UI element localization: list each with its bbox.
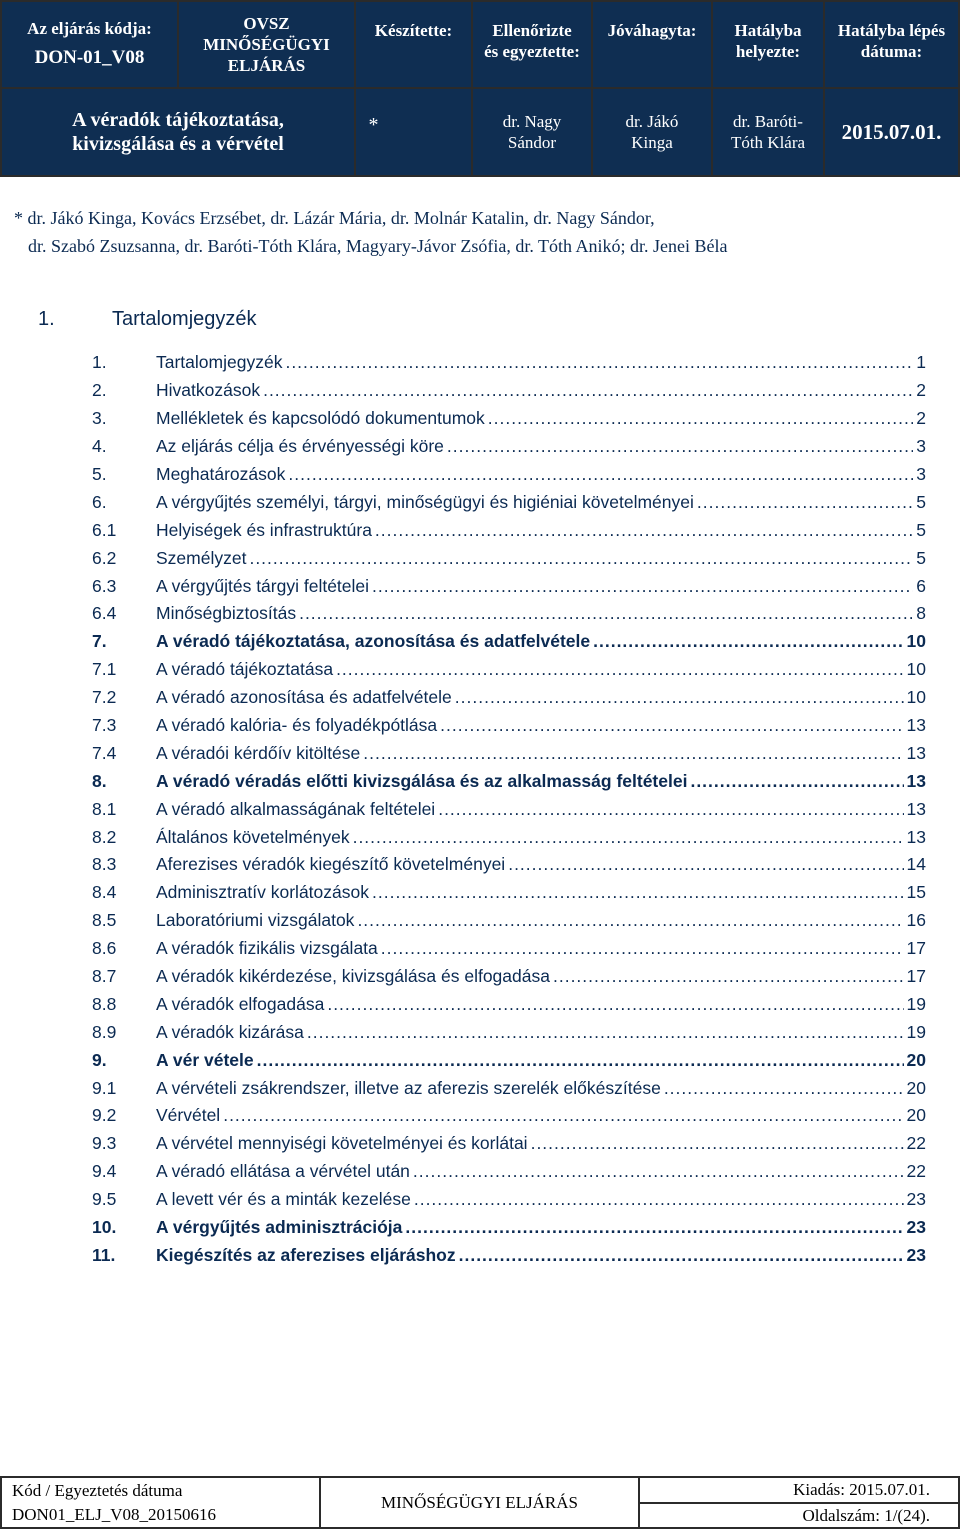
toc-entry-page: 3 <box>916 436 926 457</box>
toc-entry-label: Hivatkozások <box>156 380 261 401</box>
toc-dot-leader <box>438 799 903 820</box>
toc-entry[interactable] <box>92 1186 926 1214</box>
effective-by-cell <box>713 89 823 175</box>
toc-entry-number: 8.5 <box>92 910 117 931</box>
toc-entry-page: 19 <box>906 993 926 1014</box>
toc-dot-leader <box>593 631 903 652</box>
procedure-code: DON-01_V08 <box>34 47 145 68</box>
toc-heading-label: Tartalomjegyzék <box>112 308 257 330</box>
toc-entry-page: 10 <box>906 687 926 708</box>
prepared-by-value: * <box>368 114 379 136</box>
toc-entry[interactable] <box>92 1046 926 1074</box>
toc-entry-page: 20 <box>906 1105 926 1126</box>
toc-dot-leader <box>690 771 903 792</box>
toc-entry[interactable] <box>92 879 926 907</box>
toc-entry-number: 9.1 <box>92 1077 117 1098</box>
toc-entry[interactable] <box>92 963 926 991</box>
toc-entry-page: 10 <box>906 659 926 680</box>
effective-by-line2: Tóth Klára <box>730 133 806 152</box>
authors-line2: dr. Szabó Zsuzsanna, dr. Baróti-Tóth Klára, Magyary-Jávor Zsófia, dr. Tóth Anikó; dr. Jenei Béla <box>28 236 728 256</box>
toc-entry-number: 9.5 <box>92 1189 117 1210</box>
toc-entry[interactable] <box>92 907 926 935</box>
toc-entry-number: 8. <box>92 770 107 791</box>
toc-dot-leader <box>459 1245 904 1266</box>
toc-entry-number: 8.7 <box>92 966 117 987</box>
toc-entry-label: Meghatározások <box>156 464 286 484</box>
toc-entry[interactable] <box>92 935 926 963</box>
footer-issue-cell <box>640 1478 958 1502</box>
toc-entry-page: 23 <box>906 1217 926 1238</box>
toc-entry-page: 23 <box>906 1189 926 1210</box>
document-footer <box>0 1476 960 1529</box>
toc-entry-label: A véradó tájékoztatása <box>156 659 334 680</box>
toc-entry-number: 8.4 <box>92 882 117 903</box>
prepared-by-cell <box>356 89 471 175</box>
approved-by-label-cell <box>593 2 711 87</box>
toc-dot-leader <box>381 938 904 959</box>
toc-entry-page: 5 <box>916 547 926 568</box>
toc-entry-page: 1 <box>916 352 926 373</box>
toc-entry-label: A véradók kikérdezése, kivizsgálása és elfogadása <box>156 966 550 987</box>
toc-entry-page: 2 <box>916 380 926 401</box>
effective-by-label-line2: helyezte: <box>735 42 801 61</box>
toc-entry-page: 13 <box>906 742 926 763</box>
toc-entry-number: 8.3 <box>92 854 117 875</box>
toc-entry-number: 7.4 <box>92 742 117 763</box>
toc-entry-number: 7.3 <box>92 715 117 736</box>
toc-entry-label: A vérgyűjtés személyi, tárgyi, minőségügyi és higiéniai követelményei <box>156 491 694 512</box>
toc-entry-page: 10 <box>906 631 926 652</box>
toc-entry-number: 6. <box>92 491 107 512</box>
footer-page: Oldalszám: 1/(24). <box>802 1506 930 1525</box>
toc-dot-leader <box>488 408 913 429</box>
toc-dot-leader <box>405 1217 903 1238</box>
toc-entry-label: Helyiségek és infrastruktúra <box>156 519 372 540</box>
toc-entry-page: 17 <box>906 938 926 959</box>
effective-by-label-line1: Hatályba <box>734 21 802 40</box>
toc-entry-label: A véradó alkalmasságának feltételei <box>156 798 436 819</box>
toc-dot-leader <box>553 966 904 987</box>
document-title-line2: kivizsgálása és a vérvétel <box>72 133 284 155</box>
toc-entry-label: Laboratóriumi vizsgálatok <box>156 910 355 931</box>
toc-entry[interactable] <box>92 349 926 377</box>
toc-dot-leader <box>357 910 903 931</box>
approved-by-label: Jóváhagyta: <box>607 21 697 40</box>
toc-entry[interactable] <box>92 461 926 489</box>
toc-entry-page: 14 <box>906 854 926 875</box>
toc-entry-page: 2 <box>916 408 926 429</box>
toc-entry[interactable] <box>92 405 926 433</box>
footer-issue: Kiadás: 2015.07.01. <box>793 1480 930 1499</box>
approved-by-line2: Kinga <box>631 133 673 152</box>
toc-dot-leader <box>353 827 904 848</box>
toc-entry-page: 23 <box>906 1244 926 1265</box>
doc-type-line1: OVSZ <box>243 14 290 33</box>
toc-entry[interactable] <box>92 572 926 600</box>
toc-entry-number: 7. <box>92 631 107 652</box>
toc-entry[interactable] <box>92 1018 926 1046</box>
toc-dot-leader <box>223 1105 903 1126</box>
toc-dot-leader <box>440 715 903 736</box>
toc-entry[interactable] <box>92 516 926 544</box>
footer-title-cell <box>321 1478 638 1527</box>
checked-by-label-cell <box>473 2 591 87</box>
toc-entry[interactable] <box>92 628 926 656</box>
toc-entry[interactable] <box>92 851 926 879</box>
toc-entry[interactable] <box>92 1130 926 1158</box>
toc-entry-label: A véradói kérdőív kitöltése <box>156 742 361 763</box>
toc-dot-leader <box>299 603 913 624</box>
toc-entry-label: A vér vétele <box>156 1049 254 1070</box>
toc-entry-number: 8.6 <box>92 938 117 959</box>
toc-dot-leader <box>531 1133 904 1154</box>
toc-entry-page: 13 <box>906 798 926 819</box>
toc-entry-label: Tartalomjegyzék <box>156 352 283 373</box>
footer-page-cell <box>640 1504 958 1527</box>
toc-entry-page: 16 <box>906 910 926 931</box>
toc-dot-leader <box>697 492 913 513</box>
toc-entry[interactable] <box>92 1074 926 1102</box>
toc-dot-leader <box>664 1078 904 1099</box>
toc-entry-label: A vérgyűjtés tárgyi feltételei <box>156 575 370 596</box>
toc-dot-leader <box>288 464 913 485</box>
doc-type-line2: MINŐSÉGÜGYI <box>203 35 330 54</box>
toc-entry-number: 6.1 <box>92 519 117 540</box>
toc-entry-label: A véradók fizikális vizsgálata <box>156 938 378 959</box>
toc-dot-leader <box>285 352 913 373</box>
toc-entry-label: A levett vér és a minták kezelése <box>156 1189 411 1210</box>
toc-entry-number: 9.3 <box>92 1133 117 1154</box>
toc-entry-number: 7.2 <box>92 687 117 708</box>
toc-entry-label: A véradó kalória- és folyadékpótlása <box>156 715 438 736</box>
effective-by-line1: dr. Baróti- <box>733 112 803 131</box>
table-of-contents <box>92 349 926 1269</box>
toc-entry-page: 13 <box>906 770 926 791</box>
toc-entry-number: 9.4 <box>92 1161 117 1182</box>
checked-by-cell <box>473 89 591 175</box>
toc-entry[interactable] <box>92 795 926 823</box>
toc-dot-leader <box>257 1050 904 1071</box>
footer-code-value: DON01_ELJ_V08_20150616 <box>12 1505 216 1524</box>
toc-entry-number: 6.2 <box>92 547 117 568</box>
toc-dot-leader <box>372 882 904 903</box>
toc-entry-page: 22 <box>906 1133 926 1154</box>
toc-entry-number: 1. <box>92 352 107 373</box>
document-title-line1: A véradók tájékoztatása, <box>72 109 284 131</box>
toc-dot-leader <box>307 1022 904 1043</box>
toc-entry-label: Kiegészítés az aferezises eljáráshoz <box>156 1244 456 1265</box>
procedure-code-label: Az eljárás kódja: <box>27 19 152 38</box>
effective-by-label-cell <box>713 2 823 87</box>
toc-entry[interactable] <box>92 739 926 767</box>
checked-by-label-line2: és egyeztette: <box>484 42 580 61</box>
toc-entry-label: A vérvétel mennyiségi követelményei és korlátai <box>156 1133 528 1154</box>
toc-entry-page: 20 <box>906 1049 926 1070</box>
toc-entry-number: 4. <box>92 436 107 457</box>
footer-title: MINŐSÉGÜGYI ELJÁRÁS <box>381 1492 578 1512</box>
effective-date-label-line1: Hatályba lépés <box>837 21 946 40</box>
approved-by-cell <box>593 89 711 175</box>
toc-entry-number: 2. <box>92 380 107 401</box>
toc-entry-label: Minőségbiztosítás <box>156 603 297 624</box>
toc-entry-number: 7.1 <box>92 659 117 680</box>
toc-entry-page: 15 <box>906 882 926 903</box>
toc-entry[interactable] <box>92 600 926 628</box>
toc-entry-number: 9. <box>92 1049 107 1070</box>
document-header <box>0 0 960 177</box>
toc-entry-number: 8.2 <box>92 826 117 847</box>
toc-dot-leader <box>249 548 913 569</box>
toc-entry[interactable] <box>92 684 926 712</box>
prepared-by-label: Készítette: <box>374 21 453 40</box>
toc-entry-page: 5 <box>916 519 926 540</box>
toc-dot-leader <box>363 743 903 764</box>
toc-entry-page: 5 <box>916 491 926 512</box>
toc-entry-label: A véradó ellátása a vérvétel után <box>156 1161 410 1182</box>
toc-dot-leader <box>447 436 913 457</box>
authors-block <box>14 204 728 260</box>
toc-entry-number: 5. <box>92 464 107 484</box>
toc-entry-number: 8.8 <box>92 993 117 1014</box>
toc-entry-page: 3 <box>916 464 926 484</box>
toc-entry[interactable] <box>92 656 926 684</box>
toc-entry[interactable] <box>92 990 926 1018</box>
toc-entry-number: 6.4 <box>92 603 117 624</box>
toc-entry[interactable] <box>92 1158 926 1186</box>
approved-by-line1: dr. Jákó <box>625 112 679 131</box>
checked-by-line1: dr. Nagy <box>502 112 562 131</box>
toc-dot-leader <box>375 520 913 541</box>
toc-entry-number: 8.9 <box>92 1021 117 1042</box>
toc-entry[interactable] <box>92 544 926 572</box>
footer-code-cell <box>2 1478 319 1527</box>
toc-dot-leader <box>455 687 904 708</box>
prepared-by-label-cell <box>356 2 471 87</box>
toc-entry-page: 8 <box>916 603 926 624</box>
toc-entry[interactable] <box>92 377 926 405</box>
toc-dot-leader <box>336 659 903 680</box>
document-type-cell <box>179 2 354 87</box>
effective-date-cell <box>825 89 958 175</box>
authors-line1: * dr. Jákó Kinga, Kovács Erzsébet, dr. Lázár Mária, dr. Molnár Katalin, dr. Nagy Sándor, <box>14 208 655 228</box>
toc-entry-label: A véradók kizárása <box>156 1021 304 1042</box>
toc-entry[interactable] <box>92 1214 926 1242</box>
toc-entry-page: 13 <box>906 715 926 736</box>
toc-entry-label: A véradó tájékoztatása, azonosítása és adatfelvétele <box>156 631 591 652</box>
toc-entry-number: 9.2 <box>92 1105 117 1126</box>
toc-heading-number: 1. <box>38 308 55 330</box>
toc-dot-leader <box>414 1189 904 1210</box>
checked-by-line2: Sándor <box>507 133 557 152</box>
toc-entry-label: Aferezises véradók kiegészítő követelményei <box>156 854 506 875</box>
toc-entry-label: Személyzet <box>156 547 247 568</box>
toc-entry[interactable] <box>92 767 926 795</box>
effective-date-label-line2: dátuma: <box>860 42 923 61</box>
toc-dot-leader <box>327 994 903 1015</box>
toc-entry-page: 17 <box>906 966 926 987</box>
toc-entry-label: Mellékletek és kapcsolódó dokumentumok <box>156 408 485 429</box>
toc-entry-label: A véradók elfogadása <box>156 993 325 1014</box>
toc-dot-leader <box>508 854 903 875</box>
toc-entry-number: 6.3 <box>92 575 117 596</box>
effective-date-value: 2015.07.01. <box>841 120 942 144</box>
toc-entry-label: Az eljárás célja és érvényességi köre <box>156 436 444 457</box>
toc-entry-label: A vérgyűjtés adminisztrációja <box>156 1217 403 1238</box>
toc-entry[interactable] <box>92 712 926 740</box>
toc-entry-label: A véradó véradás előtti kivizsgálása és az alkalmasság feltételei <box>156 770 688 791</box>
toc-entry-number: 8.1 <box>92 798 117 819</box>
toc-entry[interactable] <box>92 1242 926 1270</box>
footer-code-label: Kód / Egyeztetés dátuma <box>12 1481 183 1500</box>
toc-entry-number: 11. <box>92 1244 116 1265</box>
toc-entry-number: 10. <box>92 1217 117 1238</box>
toc-entry[interactable] <box>92 1102 926 1130</box>
toc-entry-page: 19 <box>906 1021 926 1042</box>
doc-type-line3: ELJÁRÁS <box>227 56 306 75</box>
toc-dot-leader <box>372 576 913 597</box>
toc-entry-label: A véradó azonosítása és adatfelvétele <box>156 687 452 708</box>
toc-heading <box>38 308 257 331</box>
toc-entry-page: 6 <box>916 575 926 596</box>
toc-entry-number: 3. <box>92 408 107 429</box>
toc-entry-page: 20 <box>906 1077 926 1098</box>
toc-entry-page: 22 <box>906 1161 926 1182</box>
toc-entry[interactable] <box>92 823 926 851</box>
toc-entry-label: Vérvétel <box>156 1105 221 1126</box>
toc-entry-page: 13 <box>906 826 926 847</box>
toc-entry[interactable] <box>92 433 926 461</box>
toc-entry-label: Adminisztratív korlátozások <box>156 882 369 903</box>
checked-by-label-line1: Ellenőrizte <box>492 21 572 40</box>
toc-entry-label: Általános követelmények <box>156 826 350 847</box>
toc-dot-leader <box>263 380 913 401</box>
document-title-cell <box>2 89 354 175</box>
toc-dot-leader <box>413 1161 904 1182</box>
toc-entry-label: A vérvételi zsákrendszer, illetve az aferezis szerelék előkészítése <box>156 1077 661 1098</box>
procedure-code-cell <box>2 2 177 87</box>
effective-date-label-cell <box>825 2 958 87</box>
toc-entry[interactable] <box>92 488 926 516</box>
